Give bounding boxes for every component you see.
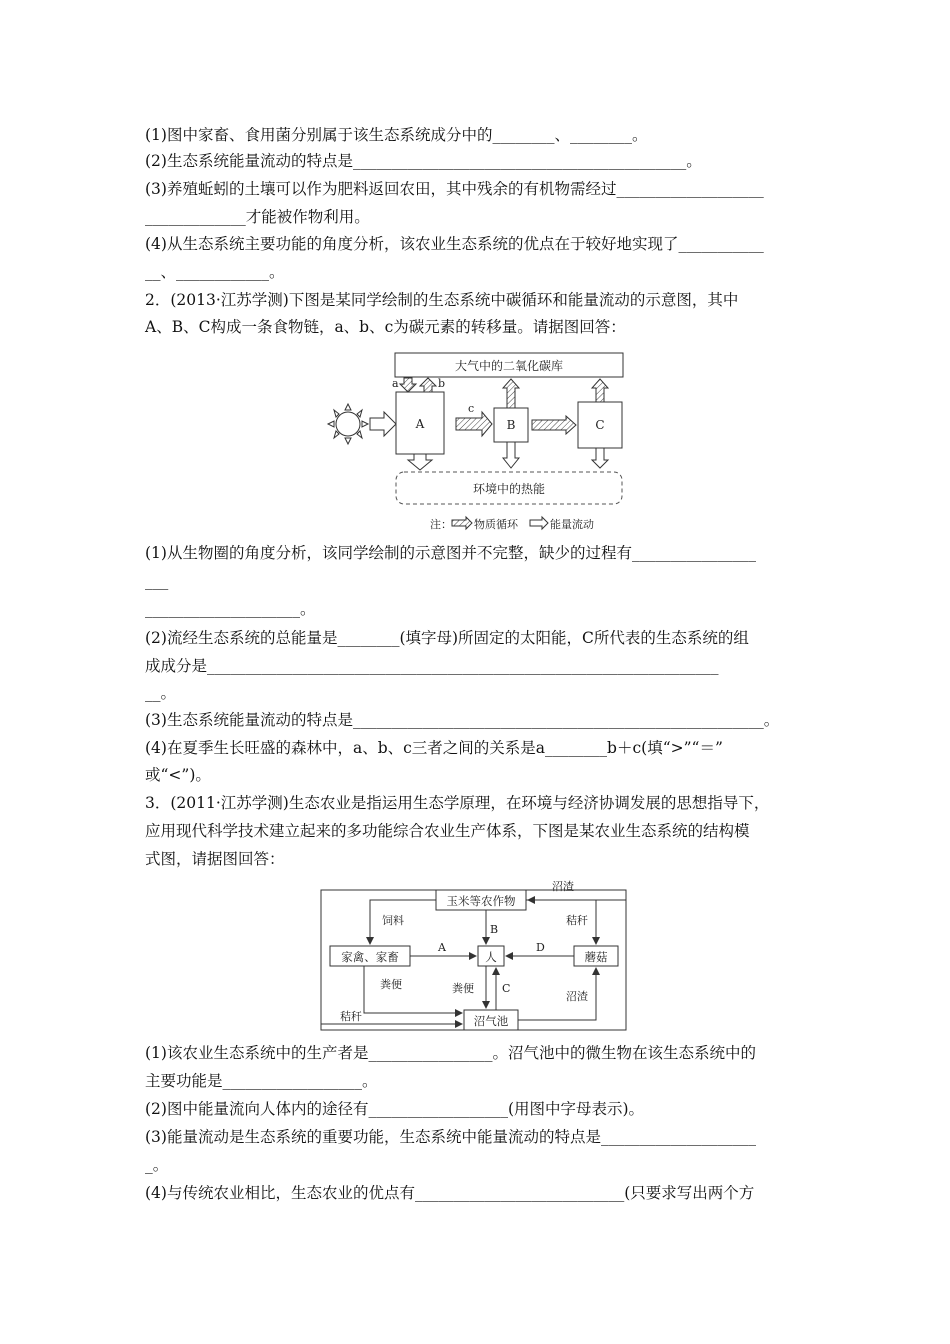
q2-part2-line1: (2)流经生态系统的总能量是________(填字母)所固定的太阳能，C所代表的生态系统的组 — [145, 629, 749, 647]
arrow-b-to-c — [532, 416, 576, 434]
q1-part2: (2)生态系统能量流动的特点是___________________________________________。 — [145, 152, 702, 170]
q2-intro-line1: 2．(2013·江苏学测)下图是某同学绘制的生态系统中碳循环和能量流动的示意图，其中 — [145, 291, 739, 309]
legend-energy-arrow — [530, 517, 548, 529]
q2-part4-line1: (4)在夏季生长旺盛的森林中，a、b、c三者之间的关系是a________b＋c(填“>”“＝” — [145, 739, 723, 757]
q1-part4-line2: __、____________。 — [145, 263, 285, 281]
heat-arrow-a — [408, 454, 432, 470]
q2-intro-line2: A、B、C构成一条食物链，a、b、c为碳元素的转移量。请据图回答： — [145, 318, 626, 336]
q1-part3-line1: (3)养殖蚯蚓的土壤可以作为肥料返回农田，其中残余的有机物需经过___________________ — [145, 180, 764, 198]
mushroom-label: 蘑菇 — [584, 950, 608, 964]
q2-part1-line2: ___ — [145, 572, 169, 590]
atmosphere-label: 大气中的二氧化碳库 — [454, 359, 564, 373]
arrow-c-label: C — [502, 982, 511, 995]
manure-mid-label: 粪便 — [452, 982, 474, 995]
q3-intro-line2: 应用现代科学技术建立起来的多功能综合农业生产体系，下图是某农业生态系统的结构模 — [145, 822, 750, 840]
q1-part1: (1)图中家畜、食用菌分别属于该生态系统成分中的________、________。 — [145, 126, 648, 144]
carbon-cycle-diagram — [320, 348, 630, 536]
q1-part3-line2: _____________才能被作物利用。 — [145, 208, 370, 226]
q2-part2-line3: __。 — [145, 684, 177, 702]
q2-part1-line1: (1)从生物圈的角度分析，该同学绘制的示意图并不完整，缺少的过程有________________ — [145, 544, 756, 562]
residue-top-label: 沼渣 — [552, 880, 574, 893]
label-a: a — [392, 377, 399, 390]
arrow-b — [420, 378, 436, 392]
q3-part2: (2)图中能量流向人体内的途径有__________________(用图中字母表示)。 — [145, 1100, 645, 1118]
human-label: 人 — [485, 950, 497, 964]
feed-label: 饲料 — [382, 914, 404, 927]
eco-farm-diagram — [320, 876, 630, 1032]
arrow-c-to-atmosphere — [592, 379, 608, 402]
q3-part3-line2: _。 — [145, 1156, 169, 1174]
label-c: c — [468, 402, 475, 415]
straw-bottom-label: 秸秆 — [340, 1010, 362, 1023]
livestock-label: 家禽、家畜 — [341, 950, 399, 964]
heat-label: 环境中的热能 — [472, 482, 546, 496]
legend-cycle-arrow — [452, 517, 472, 529]
sunlight-arrow — [370, 412, 396, 436]
straw-top-label: 秸秆 — [566, 914, 588, 927]
q3-part4: (4)与传统农业相比，生态农业的优点有___________________________(只要求写出两个方 — [145, 1184, 755, 1202]
q2-part1-line3: ____________________。 — [145, 600, 316, 618]
heat-arrow-b — [503, 442, 519, 468]
q2-part2-line2: 成成分是__________________________________________________________________ — [145, 657, 719, 675]
arrow-a — [400, 378, 416, 392]
q3-intro-line3: 式图，请据图回答： — [145, 850, 285, 868]
q3-part1-line1: (1)该农业生态系统中的生产者是________________。沼气池中的微生物在该生态系统中的 — [145, 1044, 756, 1062]
organism-a-label: A — [415, 417, 425, 431]
q2-part4-line2: 或“<”)。 — [145, 766, 211, 784]
legend-cycle-label: 物质循环 — [474, 518, 518, 531]
legend-energy-label: 能量流动 — [550, 518, 594, 531]
heat-arrow-c — [592, 448, 608, 468]
arrow-b-label: B — [490, 923, 499, 936]
organism-c-label: C — [595, 418, 605, 432]
organism-b-label: B — [506, 418, 516, 432]
q2-part3: (3)生态系统能量流动的特点是_____________________________________________________。 — [145, 711, 780, 729]
sun-icon — [328, 404, 368, 444]
q3-part1-line2: 主要功能是__________________。 — [145, 1072, 378, 1090]
arrow-d-label: D — [536, 941, 545, 954]
residue-right-label: 沼渣 — [566, 990, 588, 1003]
legend-prefix: 注： — [430, 518, 452, 531]
arrow-a-label: A — [438, 941, 446, 954]
q3-intro-line1: 3．(2011·江苏学测)生态农业是指运用生态学原理，在环境与经济协调发展的思想指导下， — [145, 794, 770, 812]
biogas-label: 沼气池 — [473, 1014, 509, 1028]
manure-left-label: 粪便 — [380, 978, 402, 991]
crops-label: 玉米等农作物 — [446, 894, 516, 908]
arrow-b-to-atmosphere — [503, 379, 519, 408]
q1-part4-line1: (4)从生态系统主要功能的角度分析，该农业生态系统的优点在于较好地实现了___________ — [145, 235, 764, 253]
label-b: b — [438, 377, 446, 390]
arrow-a-to-b — [456, 412, 492, 436]
manure-left-arrow — [364, 966, 462, 1013]
q3-part3-line1: (3)能量流动是生态系统的重要功能，生态系统中能量流动的特点是____________________ — [145, 1128, 756, 1146]
